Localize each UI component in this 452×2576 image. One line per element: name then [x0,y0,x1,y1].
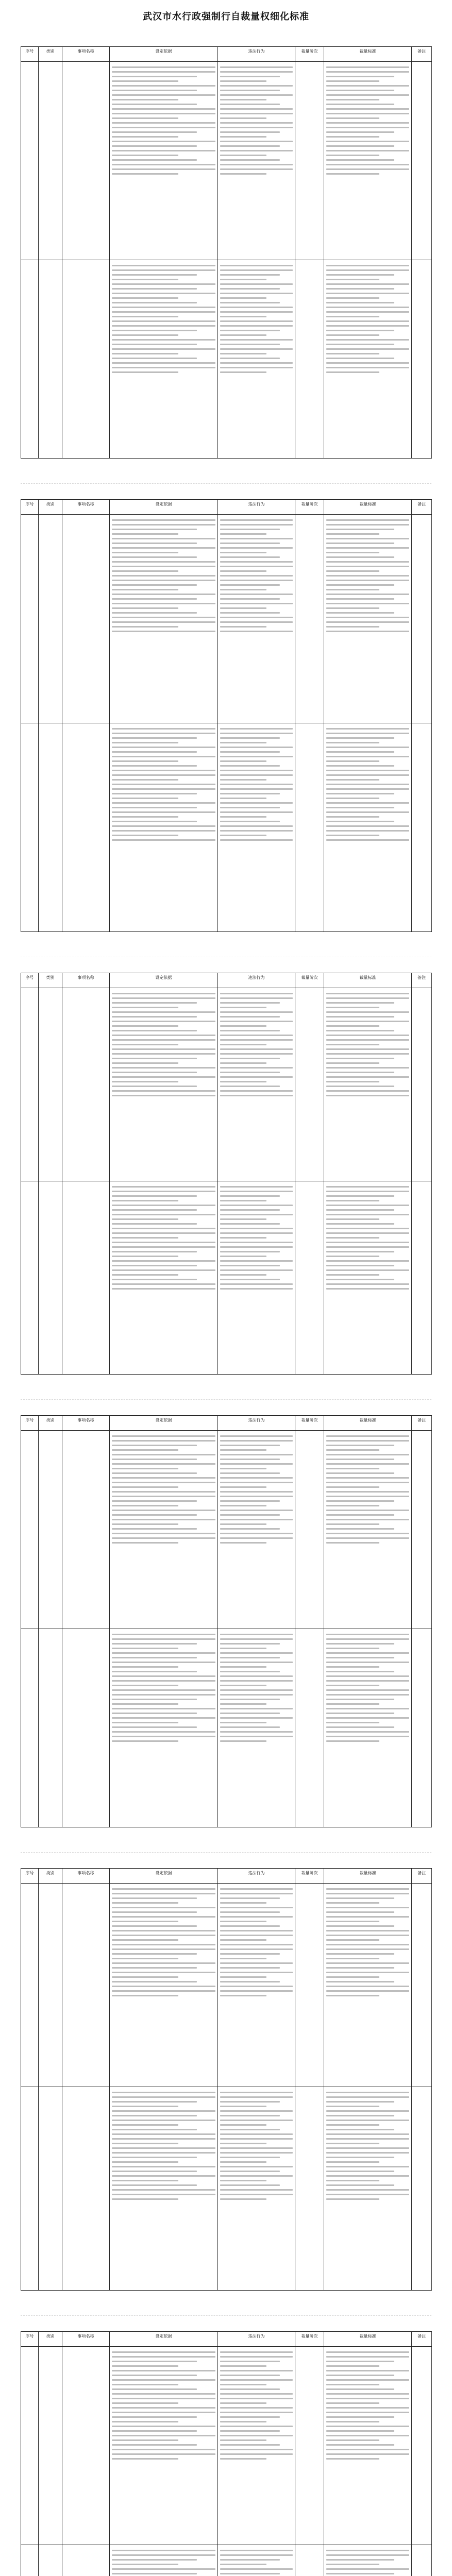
table-cell [412,723,432,932]
text-placeholder [220,2351,293,2460]
table-header-cell: 备注 [412,500,432,515]
table-cell [412,1431,432,1629]
text-placeholder [112,1435,215,1544]
text-placeholder [220,1186,293,1290]
table-cell [21,723,39,932]
table-cell [39,2545,62,2576]
text-placeholder [220,1634,293,1742]
table-cell [324,1629,412,1827]
table-cell [21,62,39,260]
table-header-cell: 类别 [39,47,62,62]
table-cell [62,1884,110,2087]
table-cell [39,515,62,723]
table-cell [295,62,324,260]
text-placeholder [326,2351,409,2460]
document-page [0,31,452,474]
document-pages [0,31,452,2576]
page-number [21,2291,431,2306]
table-cell [39,260,62,459]
table-cell [218,62,295,260]
table-header-row [21,47,432,62]
text-placeholder [220,265,293,373]
table-header-cell: 事项名称 [62,47,110,62]
table-cell [324,515,412,723]
text-placeholder [326,1888,409,1996]
table-header-cell: 裁量阶次 [295,1869,324,1884]
table-cell [62,1181,110,1375]
table-row [21,515,432,723]
table-header-cell: 类别 [39,973,62,988]
text-placeholder [112,2351,215,2460]
text-placeholder [112,1634,215,1742]
table-row [21,723,432,932]
table-header-cell: 裁量阶次 [295,1416,324,1431]
table-header-cell: 违法行为 [218,500,295,515]
table-row [21,62,432,260]
table-cell [412,62,432,260]
document-page [0,1853,452,2306]
text-placeholder [326,728,409,841]
table-header-cell: 违法行为 [218,1869,295,1884]
table-header-cell: 序号 [21,973,39,988]
text-placeholder [112,728,215,841]
table-cell [21,988,39,1181]
table-cell [39,1431,62,1629]
table-row [21,260,432,459]
table-cell [39,2087,62,2291]
table-header-row [21,1416,432,1431]
table-row [21,1431,432,1629]
table-cell [295,260,324,459]
table-header-cell: 裁量标准 [324,1869,412,1884]
standards-table [21,1415,432,1827]
table-cell [21,2347,39,2545]
table-cell [62,2087,110,2291]
table-cell [412,1629,432,1827]
table-cell [412,1181,432,1375]
table-cell [412,988,432,1181]
table-cell [62,1629,110,1827]
table-cell [110,515,218,723]
text-placeholder [112,265,215,373]
text-placeholder [220,1435,293,1544]
table-cell [39,723,62,932]
table-header-cell: 设定依据 [110,500,218,515]
standards-table [21,2331,432,2576]
standards-table [21,1868,432,2291]
document-page [0,2316,452,2576]
table-cell [295,1181,324,1375]
text-placeholder [326,1186,409,1290]
table-row [21,2347,432,2545]
page-separator [21,2306,431,2316]
table-cell [218,2545,295,2576]
table-header-cell: 序号 [21,500,39,515]
table-cell [39,62,62,260]
table-cell [218,1431,295,1629]
table-row [21,1629,432,1827]
text-placeholder [220,519,293,632]
table-header-cell: 违法行为 [218,47,295,62]
table-header-cell: 设定依据 [110,2332,218,2347]
table-cell [110,62,218,260]
document-page [0,957,452,1390]
table-cell [412,2347,432,2545]
table-header-cell: 设定依据 [110,1416,218,1431]
table-header-cell: 设定依据 [110,47,218,62]
page-separator [21,1843,431,1853]
table-header-cell: 备注 [412,1416,432,1431]
table-cell [218,260,295,459]
table-cell [295,723,324,932]
table-cell [218,2347,295,2545]
table-row [21,2545,432,2576]
table-cell [21,2545,39,2576]
table-cell [21,1181,39,1375]
table-cell [412,2545,432,2576]
table-cell [39,1181,62,1375]
text-placeholder [112,993,215,1096]
table-cell [110,1884,218,2087]
table-cell [218,2087,295,2291]
table-cell [295,1431,324,1629]
table-row [21,1181,432,1375]
table-cell [218,1629,295,1827]
table-header-cell: 序号 [21,1869,39,1884]
table-cell [110,1181,218,1375]
table-header-cell: 裁量阶次 [295,500,324,515]
table-header-row [21,1869,432,1884]
text-placeholder [220,66,293,175]
text-placeholder [220,728,293,841]
document-page [0,1400,452,1843]
standards-table [21,973,432,1375]
table-cell [324,62,412,260]
table-header-row [21,500,432,515]
table-cell [21,1629,39,1827]
table-cell [295,1884,324,2087]
table-cell [110,988,218,1181]
table-cell [218,1884,295,2087]
standards-table [21,499,432,932]
table-cell [324,1181,412,1375]
table-cell [218,723,295,932]
table-cell [218,1181,295,1375]
text-placeholder [326,66,409,175]
text-placeholder [220,993,293,1096]
text-placeholder [112,519,215,632]
table-row [21,988,432,1181]
table-header-cell: 序号 [21,47,39,62]
table-cell [62,2347,110,2545]
table-cell [110,2545,218,2576]
text-placeholder [220,1888,293,1996]
table-cell [110,1431,218,1629]
text-placeholder [326,2092,409,2200]
table-header-cell: 裁量阶次 [295,47,324,62]
table-cell [62,260,110,459]
document-page [0,484,452,947]
table-header-cell: 裁量标准 [324,973,412,988]
table-header-cell: 违法行为 [218,1416,295,1431]
table-header-cell: 裁量标准 [324,47,412,62]
table-header-cell: 裁量阶次 [295,973,324,988]
text-placeholder [326,2550,409,2576]
table-cell [324,1431,412,1629]
text-placeholder [112,1186,215,1290]
table-header-cell: 裁量阶次 [295,2332,324,2347]
document-title: 武汉市水行政强制行自裁量权细化标准 [143,11,309,22]
page-number [21,459,431,474]
text-placeholder [326,519,409,632]
table-header-cell: 事项名称 [62,1869,110,1884]
page-number [21,1827,431,1843]
table-header-cell: 违法行为 [218,973,295,988]
table-cell [62,515,110,723]
table-header-cell: 类别 [39,500,62,515]
table-header-cell: 序号 [21,2332,39,2347]
table-cell [39,2347,62,2545]
table-row [21,1884,432,2087]
table-cell [324,1884,412,2087]
text-placeholder [112,66,215,175]
table-header-row [21,973,432,988]
table-header-row [21,2332,432,2347]
table-cell [21,515,39,723]
table-cell [412,515,432,723]
table-cell [62,723,110,932]
table-cell [110,723,218,932]
table-cell [39,1629,62,1827]
text-placeholder [220,2092,293,2200]
table-header-cell: 类别 [39,1416,62,1431]
table-cell [295,2087,324,2291]
table-header-cell: 备注 [412,2332,432,2347]
table-header-cell: 事项名称 [62,500,110,515]
table-header-cell: 类别 [39,2332,62,2347]
table-cell [218,988,295,1181]
table-cell [295,515,324,723]
text-placeholder [326,993,409,1096]
table-header-cell: 裁量标准 [324,2332,412,2347]
text-placeholder [112,1888,215,1996]
page-number [21,1375,431,1390]
page-separator [21,947,431,957]
table-cell [21,1431,39,1629]
table-cell [218,515,295,723]
table-cell [110,2087,218,2291]
text-placeholder [112,2092,215,2200]
table-cell [295,2545,324,2576]
table-cell [110,1629,218,1827]
table-cell [324,988,412,1181]
table-cell [39,988,62,1181]
text-placeholder [326,265,409,373]
document-viewer [0,9,452,2576]
table-cell [324,260,412,459]
page-number [21,932,431,947]
table-cell [62,988,110,1181]
page-separator [21,474,431,484]
table-cell [412,1884,432,2087]
text-placeholder [220,2550,293,2576]
text-placeholder [326,1435,409,1544]
table-cell [62,1431,110,1629]
table-cell [62,62,110,260]
table-header-cell: 备注 [412,1869,432,1884]
table-cell [21,2087,39,2291]
table-cell [21,260,39,459]
table-header-cell: 备注 [412,973,432,988]
table-header-cell: 裁量标准 [324,500,412,515]
table-header-cell: 设定依据 [110,1869,218,1884]
table-cell [324,2545,412,2576]
table-header-cell: 备注 [412,47,432,62]
page-separator [21,1390,431,1400]
text-placeholder [326,1634,409,1742]
table-cell [324,2347,412,2545]
table-header-cell: 事项名称 [62,2332,110,2347]
table-cell [39,1884,62,2087]
table-cell [21,1884,39,2087]
table-header-cell: 设定依据 [110,973,218,988]
table-cell [62,2545,110,2576]
text-placeholder [112,2550,215,2576]
table-header-cell: 事项名称 [62,973,110,988]
table-cell [110,260,218,459]
table-row [21,2087,432,2291]
table-header-cell: 类别 [39,1869,62,1884]
table-header-cell: 裁量标准 [324,1416,412,1431]
table-header-cell: 序号 [21,1416,39,1431]
table-cell [295,988,324,1181]
table-cell [295,1629,324,1827]
table-header-cell: 事项名称 [62,1416,110,1431]
table-cell [412,2087,432,2291]
table-cell [412,260,432,459]
table-cell [110,2347,218,2545]
table-cell [324,2087,412,2291]
table-cell [324,723,412,932]
table-header-cell: 违法行为 [218,2332,295,2347]
table-cell [295,2347,324,2545]
standards-table [21,46,432,459]
